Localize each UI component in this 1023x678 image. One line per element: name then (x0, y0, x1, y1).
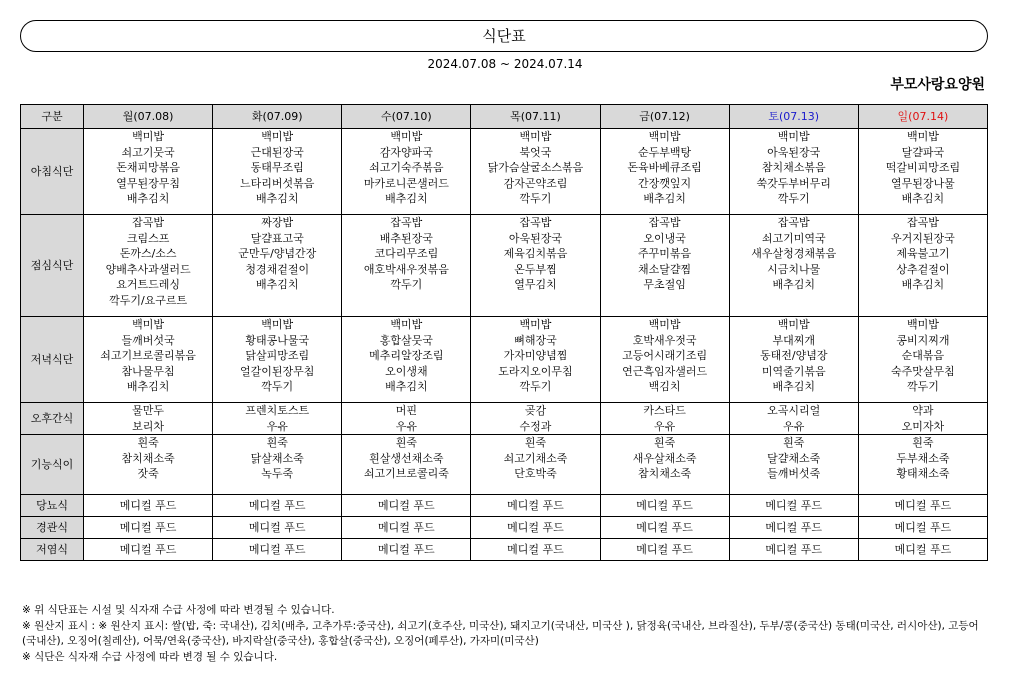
menu-item: 무초절임 (643, 278, 686, 291)
menu-item: 배추김치 (255, 278, 299, 291)
menu-cell (729, 215, 858, 317)
menu-cell (600, 317, 729, 403)
menu-cell (213, 517, 342, 539)
menu-item: 주꾸미볶음 (638, 247, 692, 260)
menu-item: 약과 (912, 404, 934, 417)
menu-item: 닭살피망조림 (245, 349, 310, 362)
menu-item: 오이냉국 (643, 231, 686, 245)
menu-item: 얼갈이된장무침 (240, 364, 315, 378)
menu-item: 시금치나물 (767, 262, 821, 276)
menu-item: 메디컬 푸드 (507, 498, 564, 512)
menu-cell (729, 403, 858, 435)
menu-item: 새우살채소죽 (632, 451, 697, 465)
menu-cell (84, 517, 213, 539)
menu-item: 깍두기 (519, 192, 552, 205)
menu-item: 참나물무침 (121, 364, 175, 378)
menu-cell (342, 403, 471, 435)
menu-cell (84, 317, 213, 403)
menu-item: 짜장밥 (261, 216, 294, 229)
menu-item: 아욱된장국 (767, 145, 821, 159)
menu-item: 감자양파국 (379, 145, 433, 159)
notes (22, 603, 992, 665)
day-header: 목(07.11) (471, 105, 600, 129)
menu-cell (213, 215, 342, 317)
menu-item: 잡곡밥 (906, 216, 939, 229)
note-line: ※ 위 식단표는 시설 및 식자재 수급 사정에 따라 변경될 수 있습니다. (22, 604, 335, 616)
menu-cell (600, 517, 729, 539)
note-line: ※ 원산지 표시 : ※ 원산지 표시: 쌀(밥, 죽: 국내산), 김치(배추, 고추가루:중국산), 쇠고기(호주산, 미국산), 돼지고기(국내산, 미국산 ), 닭정육(국내산, 브라질산), 두부/콩(중국산) 동태(미국산, 러시아산), 고등어(국내산), 오징어(칠레산), 어묵/연육(중국산), 바지락살(중국산), 홍합살(중국산), 오징어(페루산), 가자미(미국산) (22, 619, 979, 647)
menu-item: 메디컬 푸드 (119, 498, 177, 512)
menu-item: 백미밥 (390, 130, 423, 143)
menu-item: 깍두기 (906, 380, 939, 393)
menu-item: 상추겉절이 (896, 262, 950, 276)
menu-item: 메디컬 푸드 (248, 520, 306, 534)
menu-item: 참치채소볶음 (761, 161, 826, 174)
menu-item: 돈채피망볶음 (116, 161, 180, 174)
menu-cell (729, 435, 858, 495)
menu-item: 잡곡밥 (390, 216, 423, 229)
menu-item: 단호박죽 (514, 467, 557, 480)
menu-item: 잣죽 (137, 467, 159, 480)
menu-period: 2024.07.08 ~ 2024.07.14 (427, 57, 583, 71)
low-sodium-diet-row (21, 539, 988, 561)
menu-item: 제육불고기 (896, 247, 950, 260)
menu-item: 온두부찜 (514, 262, 557, 276)
menu-cell (342, 215, 471, 317)
tube-feeding-row (21, 517, 988, 539)
menu-item: 부대찌개 (772, 333, 815, 347)
menu-item: 머핀 (395, 404, 417, 417)
menu-cell (84, 215, 213, 317)
menu-item: 달걀채소죽 (767, 451, 821, 465)
menu-item: 호박새우젓국 (632, 333, 697, 347)
menu-item: 달걀표고국 (250, 231, 304, 245)
menu-table (20, 104, 988, 561)
day-header: 화(07.09) (213, 105, 342, 129)
menu-cell (600, 403, 729, 435)
menu-item: 요거트드레싱 (116, 278, 180, 291)
menu-item: 배추김치 (126, 380, 170, 393)
menu-item: 백미밥 (648, 318, 681, 331)
menu-item: 고등어시래기조림 (622, 349, 708, 362)
menu-item: 잡곡밥 (648, 216, 681, 229)
menu-item: 메디컬 푸드 (636, 520, 693, 534)
menu-item: 우유 (653, 419, 676, 433)
menu-item: 프렌치토스트 (245, 404, 310, 417)
menu-item: 떡갈비피망조림 (885, 161, 961, 174)
menu-item: 물만두 (132, 404, 165, 417)
menu-item: 우유 (266, 419, 288, 433)
day-header-saturday: 토(07.13) (729, 105, 858, 129)
menu-cell (600, 435, 729, 495)
menu-item: 메추리알장조림 (369, 349, 444, 362)
menu-item: 곶감 (524, 404, 547, 417)
menu-item: 메디컬 푸드 (765, 520, 823, 534)
menu-item: 뼈해장국 (514, 333, 557, 347)
day-header: 월(07.08) (84, 105, 213, 129)
menu-item: 채소달걀찜 (638, 262, 692, 276)
menu-item: 우유 (395, 419, 417, 433)
menu-item: 배추김치 (385, 192, 428, 205)
day-header-sunday: 일(07.14) (858, 105, 987, 129)
menu-item: 양배추사과샐러드 (105, 262, 191, 276)
menu-cell (213, 539, 342, 561)
menu-item: 흰살생선채소죽 (369, 451, 444, 465)
menu-cell (342, 129, 471, 215)
day-header: 수(07.10) (342, 105, 471, 129)
menu-cell (342, 539, 471, 561)
menu-item: 수정과 (519, 419, 552, 433)
menu-cell (213, 403, 342, 435)
menu-item: 백미밥 (777, 318, 810, 331)
menu-item: 배추김치 (901, 278, 945, 291)
menu-item: 깍두기 (519, 380, 552, 393)
menu-cell (858, 539, 987, 561)
menu-cell (84, 539, 213, 561)
day-header: 금(07.12) (600, 105, 729, 129)
menu-item: 백미밥 (519, 318, 552, 331)
menu-item: 배추김치 (772, 278, 815, 291)
menu-item: 깍두기/요구르트 (109, 293, 188, 307)
menu-item: 흰죽 (395, 436, 417, 449)
menu-item: 흰죽 (524, 436, 547, 449)
menu-item: 메디컬 푸드 (378, 520, 435, 534)
menu-cell (600, 539, 729, 561)
menu-item: 백미밥 (132, 130, 165, 143)
menu-item: 돈까스/소스 (119, 247, 177, 260)
menu-cell (342, 317, 471, 403)
menu-item: 근대된장국 (250, 145, 304, 159)
menu-item: 아욱된장국 (508, 231, 563, 245)
menu-item: 동태전/양념장 (760, 349, 828, 362)
menu-item: 순두부백탕 (638, 145, 692, 159)
menu-item: 백미밥 (906, 130, 939, 143)
page-title: 식단표 (20, 20, 988, 52)
menu-cell (858, 495, 987, 517)
menu-item: 배추김치 (772, 380, 815, 393)
menu-cell (858, 403, 987, 435)
menu-item: 청경채겉절이 (245, 262, 310, 276)
menu-item: 흰죽 (266, 436, 288, 449)
menu-item: 깍두기 (261, 380, 294, 393)
menu-cell (729, 539, 858, 561)
menu-item: 백미밥 (777, 130, 810, 143)
menu-item: 열무된장무침 (116, 176, 180, 190)
menu-item: 녹두죽 (261, 467, 294, 480)
menu-cell (471, 215, 600, 317)
menu-item: 마카로니콘샐러드 (363, 176, 449, 190)
menu-item: 배추김치 (255, 192, 299, 205)
menu-item: 메디컬 푸드 (507, 520, 564, 534)
menu-item: 배추김치 (126, 192, 170, 205)
menu-cell (213, 435, 342, 495)
menu-item: 메디컬 푸드 (119, 542, 177, 556)
menu-item: 쑥갓두부버무리 (756, 176, 831, 190)
menu-item: 미역줄기볶음 (761, 364, 826, 378)
menu-item: 오곡시리얼 (767, 404, 821, 417)
menu-item: 백미밥 (261, 318, 294, 331)
row-label: 저녁식단 (21, 317, 84, 403)
menu-item: 콩비지찌개 (896, 333, 950, 347)
row-label: 아침식단 (21, 129, 84, 215)
menu-item: 달걀파국 (901, 145, 945, 159)
menu-item: 가자미양념찜 (503, 349, 568, 362)
menu-item: 제육김치볶음 (503, 247, 568, 260)
menu-item: 두부채소죽 (896, 451, 950, 465)
menu-cell (471, 317, 600, 403)
menu-item: 잡곡밥 (132, 216, 165, 229)
menu-item: 메디컬 푸드 (894, 498, 952, 512)
menu-item: 백미밥 (390, 318, 423, 331)
menu-cell (471, 403, 600, 435)
menu-item: 흰죽 (783, 436, 805, 449)
menu-item: 백김치 (648, 380, 681, 393)
menu-cell (858, 435, 987, 495)
breakfast-row (21, 129, 988, 215)
menu-item: 열무김치 (514, 278, 557, 291)
note-line: ※ 식단은 식자재 수급 사정에 따라 변경 될 수 있습니다. (22, 650, 278, 663)
menu-item: 연근흑임자샐러드 (622, 364, 708, 378)
menu-item: 닭가슴살굴소스볶음 (487, 161, 584, 174)
menu-item: 오이생채 (385, 364, 428, 378)
menu-item: 간장깻잎지 (638, 176, 692, 190)
menu-item: 카스타드 (643, 404, 686, 417)
menu-cell (84, 435, 213, 495)
menu-item: 닭살채소죽 (250, 451, 304, 465)
menu-cell (600, 495, 729, 517)
menu-item: 동태무조림 (250, 161, 304, 174)
lunch-row (21, 215, 988, 317)
row-label: 경관식 (21, 517, 84, 539)
menu-item: 메디컬 푸드 (507, 542, 564, 556)
menu-cell (858, 317, 987, 403)
menu-item: 애호박새우젓볶음 (363, 262, 449, 276)
menu-cell (471, 495, 600, 517)
diabetic-diet-row (21, 495, 988, 517)
functional-diet-row (21, 435, 988, 495)
menu-item: 새우살청경채볶음 (751, 247, 837, 260)
menu-cell (342, 517, 471, 539)
menu-item: 홍합살뭇국 (379, 333, 433, 347)
menu-item: 참치채소죽 (121, 451, 175, 465)
menu-cell (858, 517, 987, 539)
menu-item: 메디컬 푸드 (248, 498, 306, 512)
corner-label: 구분 (21, 105, 84, 129)
menu-item: 쇠고기브로콜리볶음 (100, 349, 196, 362)
menu-cell (600, 129, 729, 215)
menu-item: 참치채소죽 (638, 467, 692, 480)
menu-item: 흰죽 (912, 436, 934, 449)
menu-item: 메디컬 푸드 (636, 498, 693, 512)
menu-item: 숙주맛살무침 (891, 364, 955, 378)
menu-item: 황태콩나물국 (245, 333, 310, 347)
menu-item: 메디컬 푸드 (894, 520, 952, 534)
menu-item: 메디컬 푸드 (119, 520, 177, 534)
menu-item: 쇠고기숙주볶음 (369, 161, 444, 174)
menu-item: 감자곤약조림 (503, 176, 568, 190)
menu-item: 크림스프 (126, 231, 170, 245)
menu-item: 배추김치 (385, 380, 428, 393)
menu-item: 잡곡밥 (777, 216, 810, 229)
menu-item: 들깨버섯국 (121, 333, 175, 347)
menu-item: 메디컬 푸드 (378, 498, 435, 512)
menu-cell (471, 539, 600, 561)
facility-name: 부모사랑요양원 (890, 77, 985, 93)
menu-item: 쇠고기뭇국 (121, 145, 175, 159)
menu-cell (471, 517, 600, 539)
menu-item: 느타리버섯볶음 (240, 176, 315, 190)
menu-item: 돈육바베큐조림 (627, 161, 702, 174)
menu-item: 메디컬 푸드 (765, 542, 823, 556)
menu-cell (729, 129, 858, 215)
menu-item: 잡곡밥 (519, 216, 552, 229)
menu-item: 배추된장국 (379, 231, 433, 245)
menu-item: 메디컬 푸드 (894, 542, 952, 556)
dinner-row (21, 317, 988, 403)
menu-item: 쇠고기브로콜리죽 (363, 467, 449, 480)
menu-item: 열무된장나물 (891, 176, 955, 190)
menu-item: 쇠고기미역국 (761, 231, 826, 245)
menu-item: 메디컬 푸드 (765, 498, 823, 512)
menu-item: 황태채소죽 (896, 467, 950, 480)
menu-item: 백미밥 (519, 130, 552, 143)
menu-cell (84, 403, 213, 435)
menu-item: 배추김치 (901, 192, 945, 205)
menu-cell (342, 495, 471, 517)
menu-cell (471, 435, 600, 495)
menu-item: 백미밥 (132, 318, 165, 331)
menu-item: 백미밥 (906, 318, 939, 331)
menu-item: 도라지오이무침 (498, 364, 573, 378)
menu-item: 북엇국 (519, 145, 552, 159)
menu-item: 보리차 (132, 419, 165, 433)
row-label: 오후간식 (21, 403, 84, 435)
menu-item: 메디컬 푸드 (378, 542, 435, 556)
menu-cell (729, 517, 858, 539)
row-label: 점심식단 (21, 215, 84, 317)
menu-item: 들깨버섯죽 (767, 467, 821, 480)
menu-cell (213, 317, 342, 403)
menu-item: 메디컬 푸드 (636, 542, 693, 556)
menu-item: 메디컬 푸드 (248, 542, 306, 556)
menu-item: 우거지된장국 (891, 231, 955, 245)
menu-item: 깍두기 (390, 278, 423, 291)
menu-cell (858, 215, 987, 317)
menu-item: 코다리무조림 (374, 247, 439, 260)
menu-cell (858, 129, 987, 215)
menu-cell (729, 495, 858, 517)
menu-cell (729, 317, 858, 403)
menu-item: 백미밥 (648, 130, 681, 143)
menu-item: 배추김치 (643, 192, 686, 205)
menu-cell (342, 435, 471, 495)
menu-item: 백미밥 (261, 130, 294, 143)
menu-item: 흰죽 (137, 436, 159, 449)
menu-item: 우유 (783, 419, 805, 433)
menu-item: 흰죽 (653, 436, 676, 449)
menu-cell (471, 129, 600, 215)
menu-cell (213, 129, 342, 215)
row-label: 당뇨식 (21, 495, 84, 517)
menu-item: 군만두/양념간장 (238, 247, 317, 260)
menu-item: 쇠고기채소죽 (503, 451, 568, 465)
menu-cell (84, 129, 213, 215)
menu-item: 순대볶음 (901, 349, 945, 362)
menu-cell (84, 495, 213, 517)
menu-cell (213, 495, 342, 517)
row-label: 기능식이 (21, 435, 84, 495)
header-row (21, 105, 988, 129)
menu-item: 깍두기 (777, 192, 810, 205)
row-label: 저염식 (21, 539, 84, 561)
menu-item: 오미자차 (901, 419, 945, 433)
menu-cell (600, 215, 729, 317)
snack-row (21, 403, 988, 435)
